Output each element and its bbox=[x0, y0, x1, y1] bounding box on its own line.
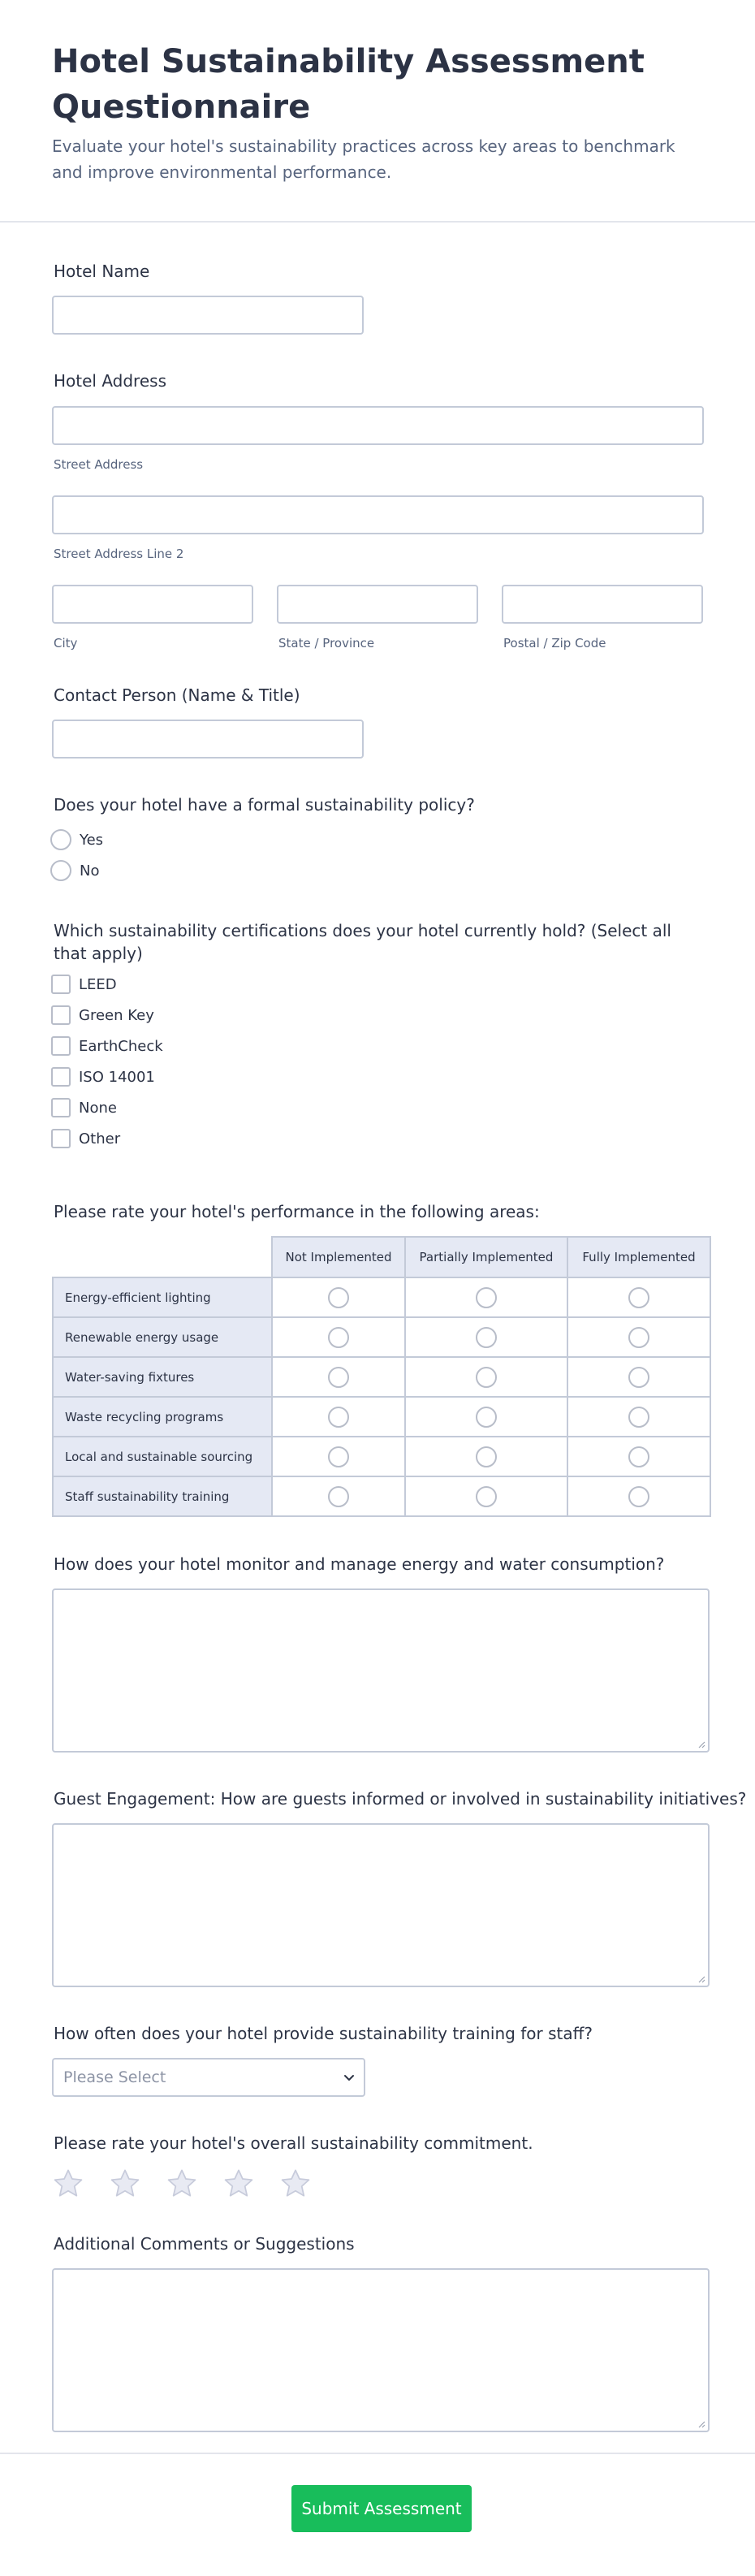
cert-option-label: LEED bbox=[79, 975, 117, 993]
matrix-cell[interactable] bbox=[405, 1277, 567, 1317]
cert-option-iso-14001[interactable] bbox=[51, 1061, 163, 1092]
matrix-cell[interactable] bbox=[272, 1476, 405, 1516]
matrix-row bbox=[53, 1437, 710, 1476]
checkbox[interactable] bbox=[51, 1036, 71, 1056]
radio-button[interactable] bbox=[476, 1327, 497, 1348]
matrix-cell[interactable] bbox=[405, 1476, 567, 1516]
radio-button[interactable] bbox=[328, 1407, 349, 1428]
radio-button[interactable] bbox=[50, 829, 71, 850]
resize-grip-icon[interactable] bbox=[697, 1975, 705, 1983]
matrix-corner bbox=[53, 1237, 272, 1277]
policy-option-label: Yes bbox=[80, 831, 104, 849]
radio-button[interactable] bbox=[628, 1287, 649, 1308]
radio-button[interactable] bbox=[476, 1407, 497, 1428]
contact-label: Contact Person (Name & Title) bbox=[54, 685, 300, 705]
star-icon[interactable] bbox=[278, 2167, 313, 2201]
radio-button[interactable] bbox=[628, 1407, 649, 1428]
zip-input[interactable] bbox=[502, 585, 703, 624]
form-header bbox=[0, 0, 755, 223]
matrix-cell[interactable] bbox=[405, 1437, 567, 1476]
cert-option-label: Green Key bbox=[79, 1006, 154, 1024]
resize-grip-icon[interactable] bbox=[697, 1740, 705, 1748]
matrix-row-label: Staff sustainability training bbox=[53, 1476, 272, 1516]
star-icon[interactable] bbox=[222, 2167, 256, 2201]
form-subtitle: Evaluate your hotel's sustainability practices across key areas to benchmark and improve environmental performance. bbox=[52, 136, 675, 182]
cert-option-other[interactable] bbox=[51, 1123, 163, 1154]
matrix-row-label: Renewable energy usage bbox=[53, 1317, 272, 1357]
matrix-cell[interactable] bbox=[272, 1357, 405, 1397]
form-footer-divider bbox=[0, 2453, 755, 2454]
matrix-row bbox=[53, 1397, 710, 1437]
checkbox[interactable] bbox=[51, 1067, 71, 1087]
city-sublabel: City bbox=[54, 636, 78, 650]
star-icon[interactable] bbox=[165, 2167, 199, 2201]
matrix-cell[interactable] bbox=[405, 1357, 567, 1397]
comments-label: Additional Comments or Suggestions bbox=[54, 2234, 355, 2254]
matrix-row-label: Local and sustainable sourcing bbox=[53, 1437, 272, 1476]
cert-option-none[interactable] bbox=[51, 1092, 163, 1123]
matrix-cell[interactable] bbox=[567, 1277, 710, 1317]
monitoring-label: How does your hotel monitor and manage energy and water consumption? bbox=[54, 1554, 665, 1574]
checkbox[interactable] bbox=[51, 1005, 71, 1025]
radio-button[interactable] bbox=[328, 1486, 349, 1507]
policy-options bbox=[50, 824, 103, 886]
state-input[interactable] bbox=[277, 585, 478, 624]
policy-label: Does your hotel have a formal sustainability policy? bbox=[54, 795, 475, 815]
hotel-name-label: Hotel Name bbox=[54, 261, 150, 281]
cert-option-label: None bbox=[79, 1099, 117, 1117]
matrix-cell[interactable] bbox=[567, 1476, 710, 1516]
overall-rating-label: Please rate your hotel's overall sustainability commitment. bbox=[54, 2133, 533, 2153]
matrix-cell[interactable] bbox=[567, 1397, 710, 1437]
matrix-row-label: Energy-efficient lighting bbox=[53, 1277, 272, 1317]
street-address-line2-input[interactable] bbox=[52, 495, 704, 534]
training-frequency-select[interactable] bbox=[52, 2058, 365, 2097]
radio-button[interactable] bbox=[328, 1446, 349, 1467]
cert-option-leed[interactable] bbox=[51, 969, 163, 1000]
street-address-input[interactable] bbox=[52, 406, 704, 445]
matrix-cell[interactable] bbox=[567, 1317, 710, 1357]
radio-button[interactable] bbox=[628, 1367, 649, 1388]
matrix-row-label: Waste recycling programs bbox=[53, 1397, 272, 1437]
matrix-cell[interactable] bbox=[405, 1397, 567, 1437]
matrix-row-label: Water-saving fixtures bbox=[53, 1357, 272, 1397]
form-title: Hotel Sustainability Assessment Questionnaire bbox=[52, 43, 645, 126]
radio-button[interactable] bbox=[628, 1327, 649, 1348]
radio-button[interactable] bbox=[628, 1486, 649, 1507]
rating-matrix bbox=[52, 1236, 711, 1517]
resize-grip-icon[interactable] bbox=[697, 2420, 705, 2428]
radio-button[interactable] bbox=[328, 1367, 349, 1388]
matrix-cell[interactable] bbox=[272, 1437, 405, 1476]
radio-button[interactable] bbox=[628, 1446, 649, 1467]
matrix-cell[interactable] bbox=[567, 1437, 710, 1476]
radio-button[interactable] bbox=[328, 1287, 349, 1308]
guest-engagement-label: Guest Engagement: How are guests informed or involved in sustainability initiatives? bbox=[54, 1789, 747, 1809]
contact-input[interactable] bbox=[52, 720, 364, 759]
matrix-cell[interactable] bbox=[272, 1317, 405, 1357]
matrix-cell[interactable] bbox=[405, 1317, 567, 1357]
policy-option-label: No bbox=[80, 862, 100, 880]
hotel-name-input[interactable] bbox=[52, 296, 364, 335]
checkbox[interactable] bbox=[51, 1129, 71, 1148]
matrix-row bbox=[53, 1357, 710, 1397]
matrix-row bbox=[53, 1476, 710, 1516]
matrix-cell[interactable] bbox=[272, 1397, 405, 1437]
cert-option-label: Other bbox=[79, 1130, 121, 1148]
certifications-label: Which sustainability certifications does your hotel currently hold? (Select all that apply) bbox=[54, 921, 671, 963]
city-input[interactable] bbox=[52, 585, 253, 624]
chevron-down-icon bbox=[343, 2071, 356, 2084]
cert-option-label: EarthCheck bbox=[79, 1037, 163, 1055]
hotel-address-label: Hotel Address bbox=[54, 371, 166, 391]
radio-button[interactable] bbox=[328, 1327, 349, 1348]
matrix-label: Please rate your hotel's performance in the following areas: bbox=[54, 1202, 540, 1221]
checkbox[interactable] bbox=[51, 975, 71, 994]
guest-engagement-textarea[interactable] bbox=[52, 1823, 710, 1987]
state-sublabel: State / Province bbox=[278, 636, 375, 650]
radio-button[interactable] bbox=[50, 860, 71, 881]
radio-button[interactable] bbox=[476, 1287, 497, 1308]
zip-sublabel: Postal / Zip Code bbox=[503, 636, 606, 650]
select-placeholder: Please Select bbox=[63, 2068, 166, 2086]
cert-option-earthcheck[interactable] bbox=[51, 1031, 163, 1061]
cert-option-green-key[interactable] bbox=[51, 1000, 163, 1031]
monitoring-textarea[interactable] bbox=[52, 1588, 710, 1753]
matrix-col-header: Not Implemented bbox=[272, 1237, 405, 1277]
matrix-row bbox=[53, 1277, 710, 1317]
radio-button[interactable] bbox=[476, 1446, 497, 1467]
street-address-sublabel: Street Address bbox=[54, 457, 144, 472]
star-rating bbox=[51, 2167, 313, 2201]
training-frequency-label: How often does your hotel provide sustainability training for staff? bbox=[54, 2024, 593, 2043]
star-icon[interactable] bbox=[51, 2167, 85, 2201]
radio-button[interactable] bbox=[476, 1486, 497, 1507]
submit-button[interactable]: Submit Assessment bbox=[291, 2485, 472, 2532]
star-icon[interactable] bbox=[108, 2167, 142, 2201]
certifications-options bbox=[51, 969, 163, 1154]
matrix-col-header: Partially Implemented bbox=[405, 1237, 567, 1277]
street-address-line2-sublabel: Street Address Line 2 bbox=[54, 547, 184, 561]
policy-option-yes[interactable] bbox=[50, 824, 103, 855]
radio-button[interactable] bbox=[476, 1367, 497, 1388]
comments-textarea[interactable] bbox=[52, 2268, 710, 2432]
matrix-cell[interactable] bbox=[272, 1277, 405, 1317]
policy-option-no[interactable] bbox=[50, 855, 103, 886]
matrix-cell[interactable] bbox=[567, 1357, 710, 1397]
matrix-row bbox=[53, 1317, 710, 1357]
checkbox[interactable] bbox=[51, 1098, 71, 1117]
matrix-col-header: Fully Implemented bbox=[567, 1237, 710, 1277]
cert-option-label: ISO 14001 bbox=[79, 1068, 155, 1086]
